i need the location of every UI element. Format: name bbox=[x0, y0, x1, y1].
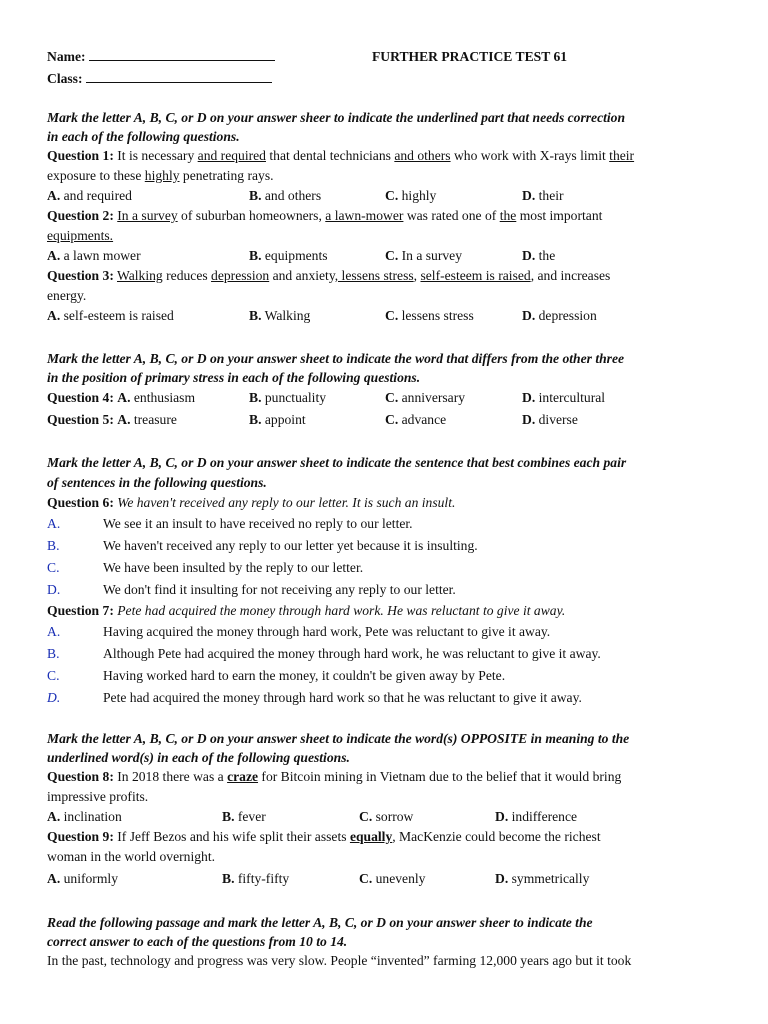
option-d[interactable]: D. symmetrically bbox=[495, 871, 590, 886]
option-c[interactable]: C. advance bbox=[385, 412, 447, 427]
option-d[interactable]: D. intercultural bbox=[522, 390, 606, 405]
question-8-options bbox=[47, 807, 719, 827]
option-b[interactable]: B. Walking bbox=[249, 308, 311, 323]
question-3-options bbox=[47, 306, 719, 326]
choice-d[interactable]: D. Pete had acquired the money through hard work so that he was reluctant to give it away. bbox=[47, 690, 582, 705]
name-row bbox=[47, 46, 719, 68]
question-8: Question 8: In 2018 there was a craze for Bitcoin mining in Vietnam due to the belief that it would bring bbox=[47, 769, 622, 784]
option-a[interactable]: A. uniformly bbox=[47, 871, 118, 886]
option-a[interactable]: A. self-esteem is raised bbox=[47, 308, 174, 323]
section5-instruction: Read the following passage and mark the letter A, B, C, or D on your answer sheer to indicate the correct answer to each of the questions from 10 to 14. bbox=[47, 915, 593, 949]
question-6: Question 6: We haven't received any reply to our letter. It is such an insult. bbox=[47, 495, 456, 510]
option-d[interactable]: D. their bbox=[522, 188, 564, 203]
page-title: FURTHER PRACTICE TEST 61 bbox=[372, 49, 568, 64]
option-d[interactable]: D. depression bbox=[522, 308, 597, 323]
section4-instruction: Mark the letter A, B, C, or D on your answer sheet to indicate the word(s) OPPOSITE in meaning to the underlined word(s) in each of the following questions. bbox=[47, 731, 630, 765]
option-c[interactable]: C. sorrow bbox=[359, 809, 414, 824]
option-b[interactable]: B. punctuality bbox=[249, 390, 327, 405]
option-a[interactable]: A. inclination bbox=[47, 809, 122, 824]
passage-text: In the past, technology and progress was very slow. People “invented” farming 12,000 years ago but it took bbox=[47, 953, 632, 968]
option-a[interactable]: A. bbox=[117, 390, 131, 405]
choice-a[interactable]: A. We see it an insult to have received no reply to our letter. bbox=[47, 516, 413, 531]
option-b[interactable]: B. fifty-fifty bbox=[222, 871, 290, 886]
option-c[interactable]: C. lessens stress bbox=[385, 308, 474, 323]
question-7: Question 7: Pete had acquired the money through hard work. He was reluctant to give it away. bbox=[47, 603, 566, 618]
option-a[interactable]: A. and required bbox=[47, 188, 132, 203]
question-1: Question 1: It is necessary and required that dental technicians and others who work with X-rays limit their bbox=[47, 148, 635, 163]
option-b[interactable]: B. equipments bbox=[249, 248, 328, 263]
option-b[interactable]: B. fever bbox=[222, 809, 266, 824]
choice-c[interactable]: C. We have been insulted by the reply to our letter. bbox=[47, 560, 364, 575]
section2-instruction: Mark the letter A, B, C, or D on your answer sheet to indicate the word that differs from the other three in the position of primary stress in each of the following questions. bbox=[47, 351, 625, 385]
name-label: Name: bbox=[47, 49, 86, 64]
option-c[interactable]: C. highly bbox=[385, 188, 437, 203]
choice-b[interactable]: B. Although Pete had acquired the money through hard work, he was reluctant to give it away. bbox=[47, 646, 601, 661]
option-c[interactable]: C. unevenly bbox=[359, 871, 426, 886]
option-c[interactable]: C. anniversary bbox=[385, 390, 466, 405]
question-5: Question 5: A. treasure B. appoint C. advance D. diverse bbox=[47, 409, 719, 431]
choice-d[interactable]: D. We don't find it insulting for not receiving any reply to our letter. bbox=[47, 582, 456, 597]
choice-a[interactable]: A. Having acquired the money through hard work, Pete was reluctant to give it away. bbox=[47, 624, 551, 639]
question-4: Question 4: A. enthusiasm B. punctuality C. anniversary D. intercultural bbox=[47, 387, 719, 409]
class-row bbox=[47, 68, 719, 90]
section3-instruction: Mark the letter A, B, C, or D on your answer sheet to indicate the sentence that best combines each pair of sentences in the following questions. bbox=[47, 455, 627, 490]
class-blank[interactable] bbox=[86, 68, 272, 83]
option-a[interactable]: A. a lawn mower bbox=[47, 248, 141, 263]
option-b[interactable]: B. appoint bbox=[249, 412, 306, 427]
option-c[interactable]: C. In a survey bbox=[385, 248, 463, 263]
question-9-options bbox=[47, 867, 719, 891]
question-2: Question 2: In a survey of suburban homeowners, a lawn-mower was rated one of the most important bbox=[47, 208, 603, 223]
question-1-options bbox=[47, 186, 719, 206]
option-d[interactable]: D. indifference bbox=[495, 809, 578, 824]
question-3: Question 3: Walking reduces depression and anxiety, lessens stress, self-esteem is raised, and increases bbox=[47, 268, 611, 283]
section1-instruction: Mark the letter A, B, C, or D on your answer sheer to indicate the underlined part that needs correction in each of the following questions. bbox=[47, 110, 626, 144]
question-2-options bbox=[47, 246, 719, 266]
option-d[interactable]: D. diverse bbox=[522, 412, 578, 427]
question-9: Question 9: If Jeff Bezos and his wife split their assets equally, MacKenzie could become the richest bbox=[47, 829, 601, 844]
class-label: Class: bbox=[47, 71, 83, 86]
choice-b[interactable]: B. We haven't received any reply to our letter yet because it is insulting. bbox=[47, 538, 478, 553]
option-b[interactable]: B. and others bbox=[249, 188, 322, 203]
option-d[interactable]: D. the bbox=[522, 248, 556, 263]
choice-c[interactable]: C. Having worked hard to earn the money, it couldn't be given away by Pete. bbox=[47, 668, 506, 683]
worksheet: Name: FURTHER PRACTICE TEST 61 Class: Mark the letter A, B, C, or D on your answer sheer to indicate the underlined part that needs correction in each of the following questions. Question 1: It is necessary and required that dental technicians and others who work with X-rays limit their exposure to these highly penetrating rays. A. and required B. and others C. highly D. their Question 2: In a survey of suburban homeowners, a lawn-mower was rated one of the most important equipments. A. a lawn mower B. equipments C. In a survey D. the Question 3: Walking reduces depression and anxiety, lessens stress, self-esteem is raised, and increases energy. A. self-esteem is raised B. Walking C. lessens stress D. depression Mark the letter A, B, C, or D on your answer sheet to indicate the word that differs from the other three in the position of primary stress in each of the following questions. Question 4: A. enthusiasm B. punctuality C. anniversary D. intercultural Question 5: A. treasure B. appoint C. advance D. diverse Mark the letter A, B, C, or D on your answer sheet to indicate the sentence that best combines each pair of sentences in the following questions. Question 6: We haven't received any reply to our letter. It is such an insult. A. We see it an insult to have received no reply to our letter. B. We haven't received any reply to our letter yet because it is insulting. C. We have been insulted by the reply to our letter. D. We don't find it insulting for not receiving any reply to our letter. Question 7: Pete had acquired the money through hard work. He was reluctant to give it away. A. Having acquired the money through hard work, Pete was reluctant to give it away. B. Although Pete had acquired the money through hard work, he was reluctant to give it away. C. Having worked hard to earn the money, it couldn't be given away by Pete. D. Pete had acquired the money through hard work so that he was reluctant to give it away. Mark the letter A, B, C, or D on your answer sheet to indicate the word(s) OPPOSITE in meaning to the underlined word(s) in each of the following questions. Question 8: In 2018 there was a craze for Bitcoin mining in Vietnam due to the belief that it would bring impressive profits. A. inclination B. fever C. sorrow D. indifference Question 9: If Jeff Bezos and his wife split their assets equally, MacKenzie could become the richest woman in the world overnight. A. uniformly B. fifty-fifty C. unevenly D. symmetrically Read the following passage and mark the letter A, B, C, or D on your answer sheer to indicate the correct answer to each of the questions from 10 to 14. In the past, technology and progress was very slow. People “invented” farming 12,000 years ago but it took bbox=[47, 46, 719, 971]
option-a[interactable]: A. bbox=[117, 412, 131, 427]
name-blank[interactable] bbox=[89, 46, 275, 61]
